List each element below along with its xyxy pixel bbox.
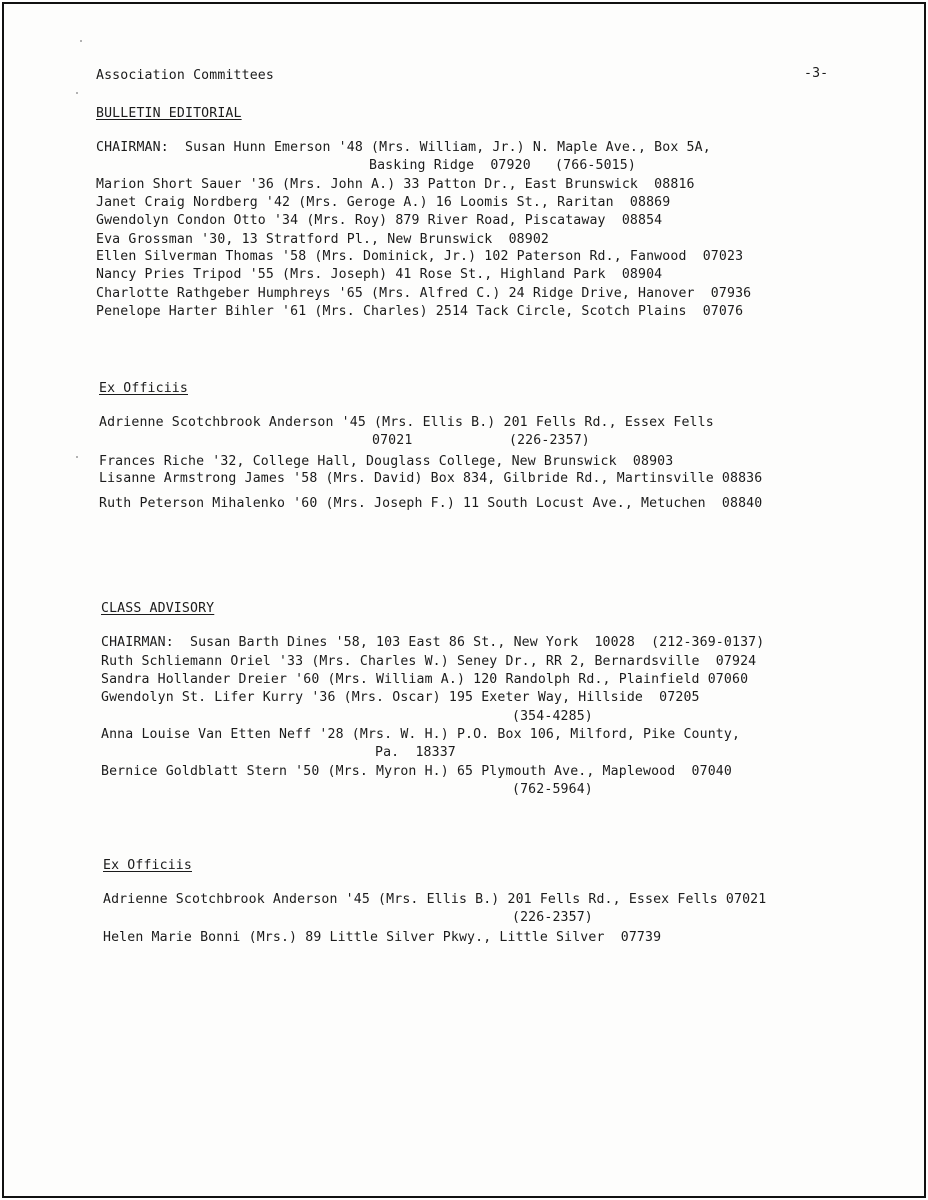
scan-speck — [80, 40, 82, 42]
class-advisory-member-phone: (762-5964) — [512, 782, 593, 797]
bulletin-member: Penelope Harter Bihler '61 (Mrs. Charles) 2514 Tack Circle, Scotch Plains 07076 — [96, 304, 744, 319]
section-heading-bulletin-editorial: BULLETIN EDITORIAL — [96, 106, 242, 121]
class-advisory-member: Anna Louise Van Etten Neff '28 (Mrs. W. H.) P.O. Box 106, Milford, Pike County, — [101, 727, 741, 742]
ex-officiis-2-entry-phone: (226-2357) — [512, 910, 593, 925]
class-advisory-member: Sandra Hollander Dreier '60 (Mrs. William A.) 120 Randolph Rd., Plainfield 07060 — [101, 672, 749, 687]
section-heading-ex-officiis: Ex Officiis — [99, 381, 188, 396]
ex-officiis-entry-zip: 07021 — [372, 433, 413, 448]
bulletin-member: Ellen Silverman Thomas '58 (Mrs. Dominick, Jr.) 102 Paterson Rd., Fanwood 07023 — [96, 249, 744, 264]
bulletin-member: Charlotte Rathgeber Humphreys '65 (Mrs. Alfred C.) 24 Ridge Drive, Hanover 07936 — [96, 286, 752, 301]
ex-officiis-entry: Lisanne Armstrong James '58 (Mrs. David) Box 834, Gilbride Rd., Martinsville 08836 — [99, 471, 763, 486]
ex-officiis-entry-phone: (226-2357) — [509, 433, 590, 448]
bulletin-chairman-line-cont: Basking Ridge 07920 (766-5015) — [369, 158, 636, 173]
bulletin-member: Nancy Pries Tripod '55 (Mrs. Joseph) 41 Rose St., Highland Park 08904 — [96, 267, 663, 282]
class-advisory-member: Ruth Schliemann Oriel '33 (Mrs. Charles W.) Seney Dr., RR 2, Bernardsville 07924 — [101, 654, 757, 669]
document-page — [2, 2, 926, 1198]
ex-officiis-entry: Frances Riche '32, College Hall, Douglass College, New Brunswick 08903 — [99, 454, 674, 469]
ex-officiis-entry: Ruth Peterson Mihalenko '60 (Mrs. Joseph F.) 11 South Locust Ave., Metuchen 08840 — [99, 496, 763, 511]
document-title: Association Committees — [96, 68, 274, 83]
bulletin-chairman-line: CHAIRMAN: Susan Hunn Emerson '48 (Mrs. William, Jr.) N. Maple Ave., Box 5A, — [96, 140, 711, 155]
class-advisory-chairman-line: CHAIRMAN: Susan Barth Dines '58, 103 East 86 St., New York 10028 (212-369-0137) — [101, 635, 765, 650]
bulletin-member: Janet Craig Nordberg '42 (Mrs. Geroge A.) 16 Loomis St., Raritan 08869 — [96, 195, 671, 210]
ex-officiis-entry: Adrienne Scotchbrook Anderson '45 (Mrs. Ellis B.) 201 Fells Rd., Essex Fells — [99, 415, 714, 430]
section-heading-ex-officiis-2: Ex Officiis — [103, 858, 192, 873]
section-heading-class-advisory: CLASS ADVISORY — [101, 601, 215, 616]
class-advisory-member: Bernice Goldblatt Stern '50 (Mrs. Myron H.) 65 Plymouth Ave., Maplewood 07040 — [101, 764, 732, 779]
ex-officiis-2-entry: Helen Marie Bonni (Mrs.) 89 Little Silver Pkwy., Little Silver 07739 — [103, 930, 662, 945]
bulletin-member: Eva Grossman '30, 13 Stratford Pl., New Brunswick 08902 — [96, 232, 550, 247]
bulletin-member: Gwendolyn Condon Otto '34 (Mrs. Roy) 879 River Road, Piscataway 08854 — [96, 213, 663, 228]
class-advisory-member-cont: Pa. 18337 — [375, 745, 456, 760]
scan-speck — [76, 92, 78, 94]
scan-speck — [76, 456, 78, 458]
page-number: -3- — [804, 66, 829, 81]
ex-officiis-2-entry: Adrienne Scotchbrook Anderson '45 (Mrs. Ellis B.) 201 Fells Rd., Essex Fells 07021 — [103, 892, 767, 907]
class-advisory-member: Gwendolyn St. Lifer Kurry '36 (Mrs. Oscar) 195 Exeter Way, Hillside 07205 — [101, 690, 700, 705]
class-advisory-member-phone: (354-4285) — [512, 709, 593, 724]
bulletin-member: Marion Short Sauer '36 (Mrs. John A.) 33 Patton Dr., East Brunswick 08816 — [96, 177, 695, 192]
